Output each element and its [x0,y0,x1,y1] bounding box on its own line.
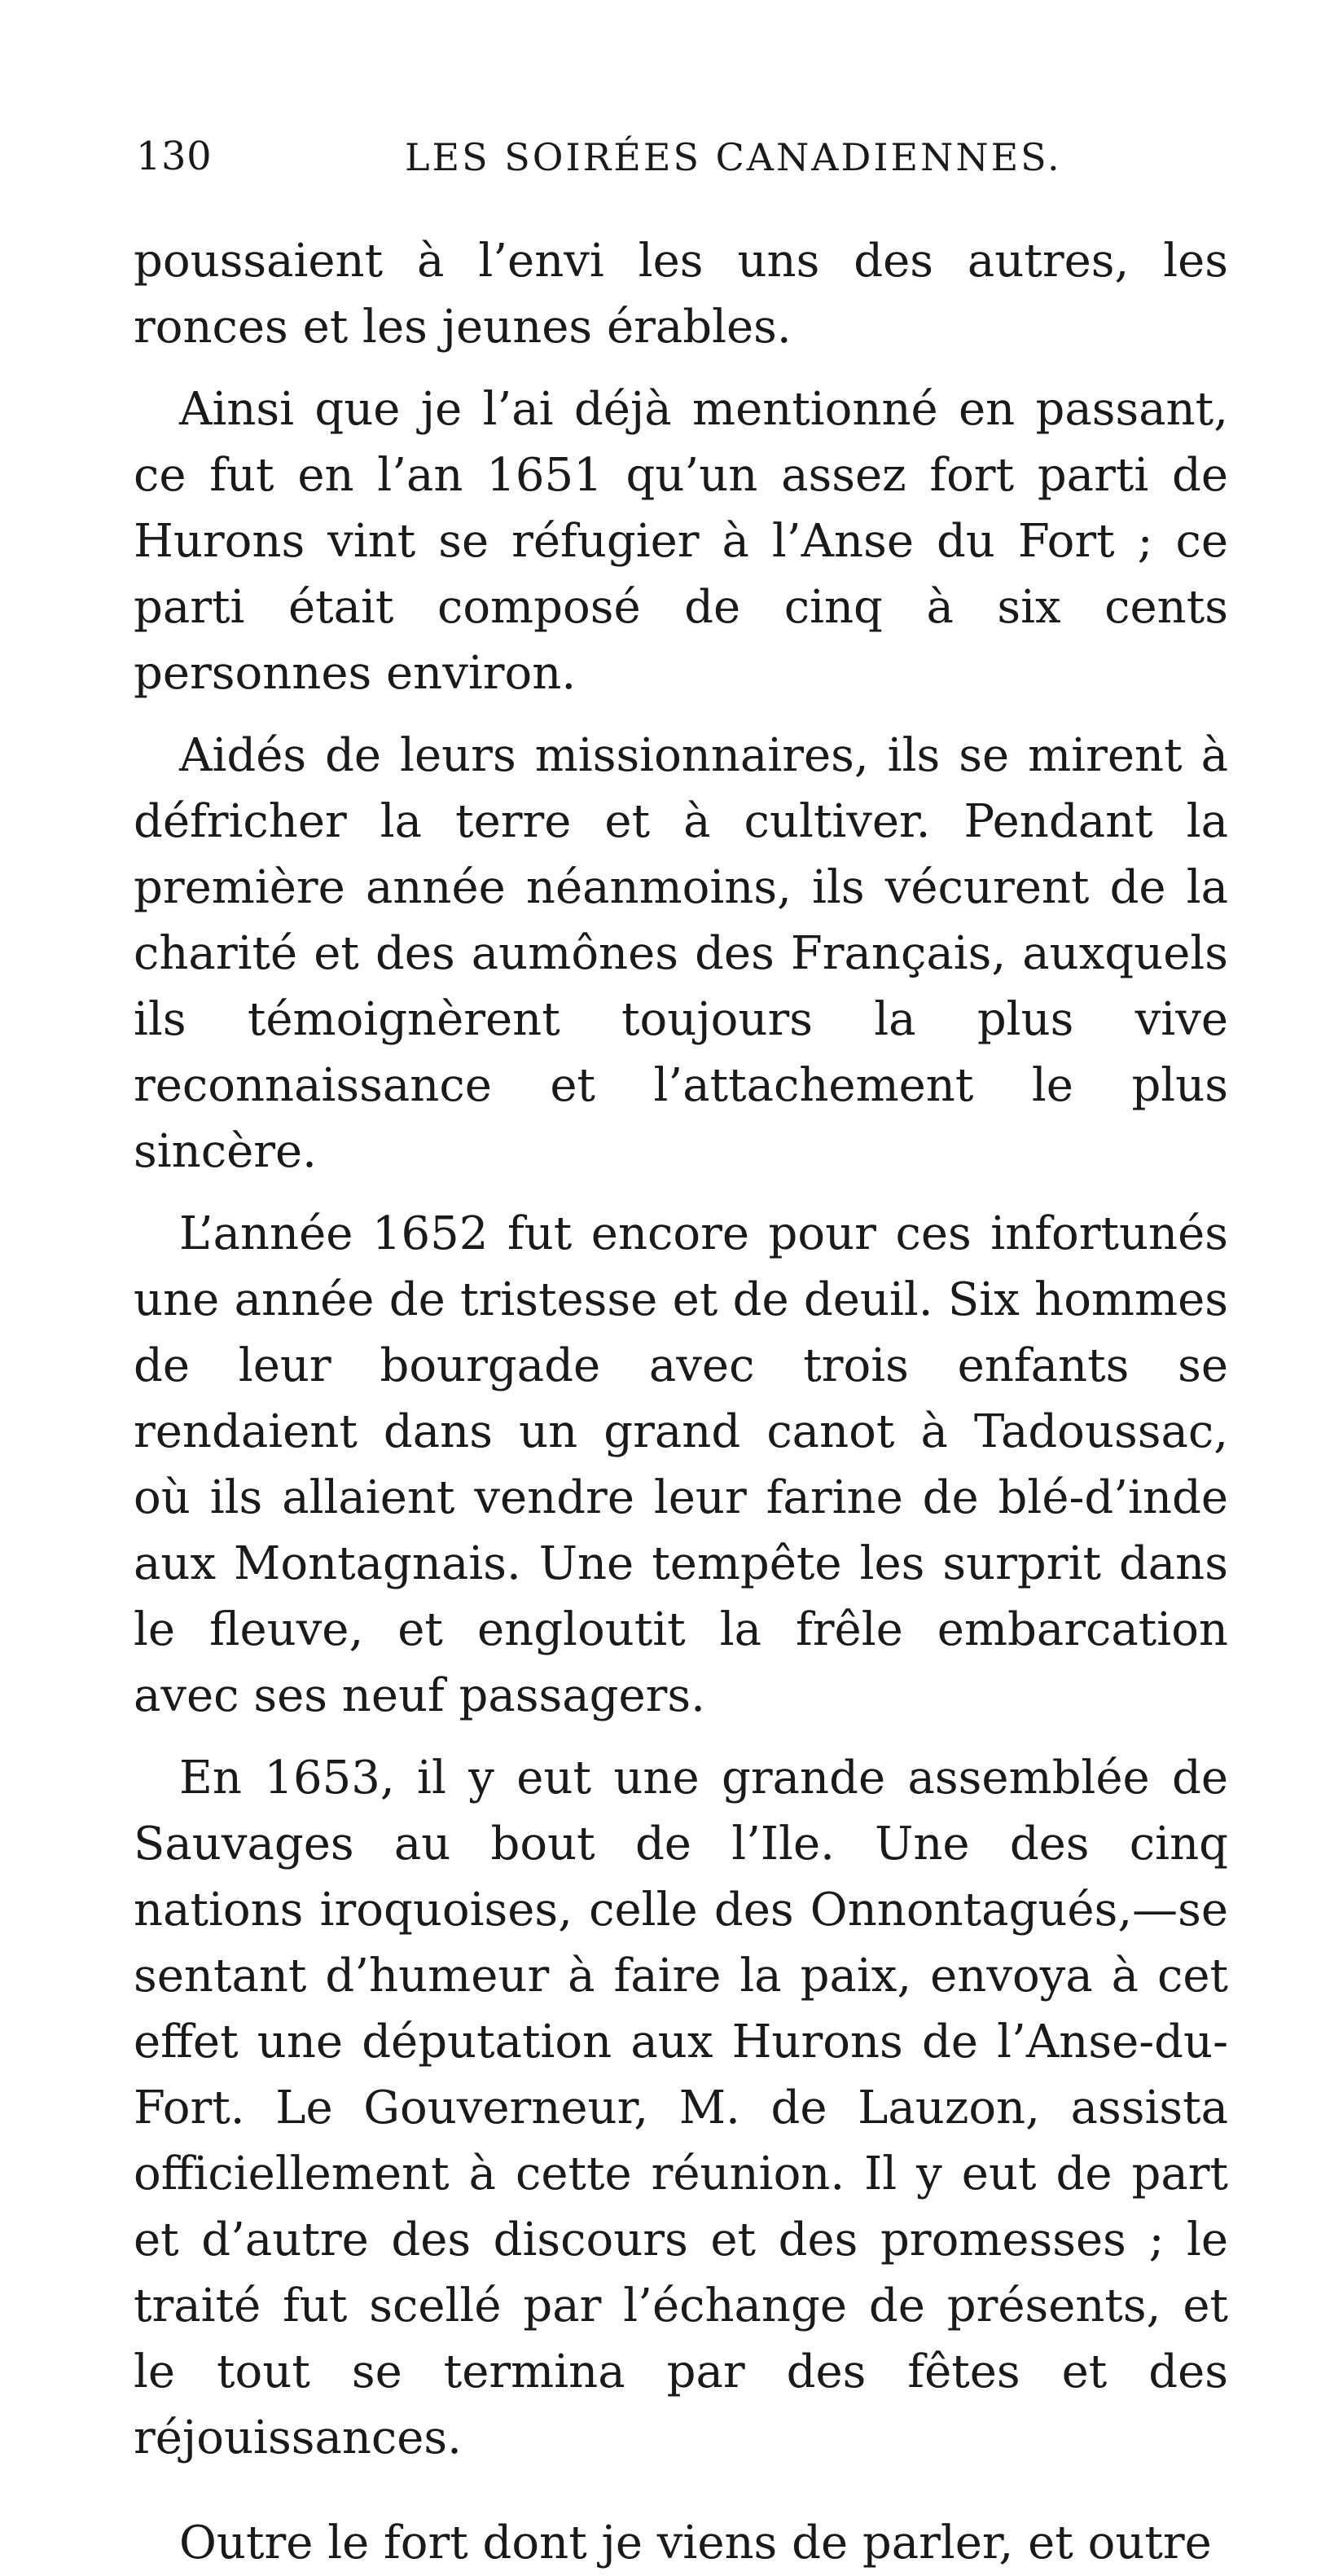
running-title: LES SOIRÉES CANADIENNES. [405,135,1062,179]
paragraph: Ainsi que je l’ai déjà mentionné en passant, ce fut en l’an 1651 qu’un assez fort parti de Hurons vint se réfugier à l’Anse du Fort ; ce parti était composé de cinq à six cents personnes environ. [134,383,1228,700]
paragraph: Outre le fort dont je viens de parler, et outre [179,2517,1212,2569]
paragraph: En 1653, il y eut une grande assemblée de Sauvages au bout de l’Ile. Une des cinq nations iroquoises, celle des Onnontagués,—se sentant d’humeur à faire la paix, envoya à cet effet une députation aux Hurons de l’Anse-du-Fort. Le Gouverneur, M. de Lauzon, assista officiellement à cette réunion. Il y eut de part et d’autre des discours et des promesses ; le traité fut scellé par l’échange de présents, et le tout se termina par des fêtes et des réjouissances. [134,1752,1228,2464]
page-number: 130 [136,134,213,179]
paragraph: L’année 1652 fut encore pour ces infortunés une année de tristesse et de deuil. Six hommes de leur bourgade avec trois enfants se rendaient dans un grand canot à Tadoussac, où ils allaient vendre leur farine de blé-d’inde aux Montagnais. Une tempête les surprit dans le fleuve, et engloutit la frêle embarcation avec ses neuf passagers. [134,1207,1228,1722]
paragraph: poussaient à l’envi les uns des autres, les ronces et les jeunes érables. [134,235,1228,354]
paragraph: Aidés de leurs missionnaires, ils se mirent à défricher la terre et à cultiver. Pendant la première année néanmoins, ils vécurent de la charité et des aumônes des Français, auxquels ils témoignèrent toujours la plus vive reconnaissance et l’attachement le plus sincère. [134,729,1228,1178]
page-header [136,122,1227,187]
body-text [134,228,1228,2576]
